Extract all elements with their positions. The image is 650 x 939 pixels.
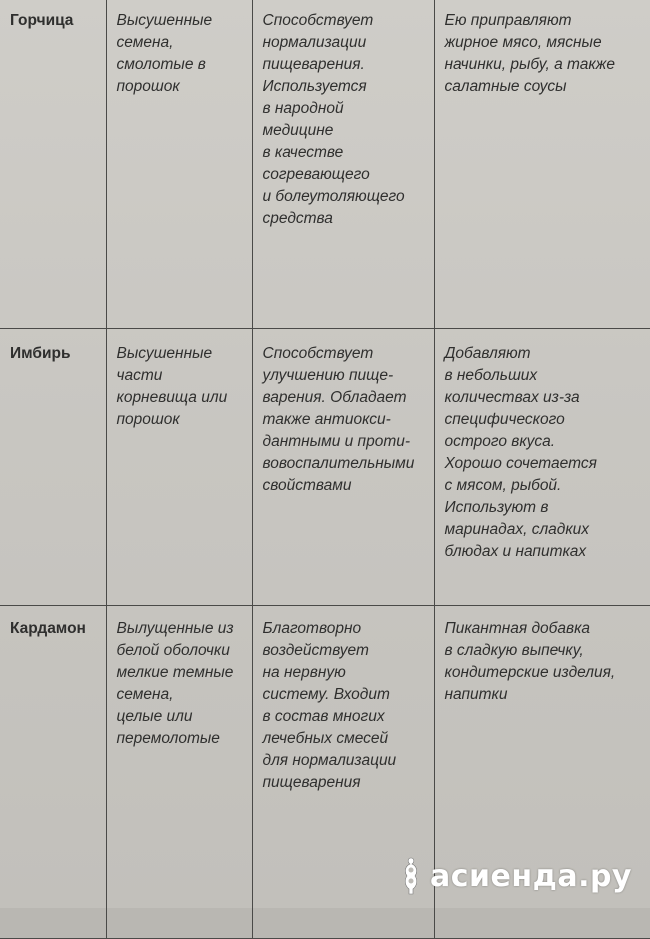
watermark-text: асиенда.ру xyxy=(429,858,632,894)
spice-form: Вылущенные из белой оболочки мелкие темные семена, целые или перемолотые xyxy=(106,606,252,939)
spice-name: Горчица xyxy=(0,0,106,329)
spice-usage: Ею приправляют жирное мясо, мясные начинки, рыбу, а также салатные соусы xyxy=(434,0,650,329)
spice-form: Высушенные части корневища или порошок xyxy=(106,329,252,606)
spice-benefit: Способствует нормализации пищеварения. Используется в народной медицине в качестве согревающего и болеутоляющего средства xyxy=(252,0,434,329)
watermark xyxy=(398,856,632,896)
pepper-logo-icon xyxy=(398,856,424,896)
spice-benefit: Благотворно воздействует на нервную систему. Входит в состав многих лечебных смесей для нормализации пищеварения xyxy=(252,606,434,939)
table-row xyxy=(0,0,650,329)
spice-name: Кардамон xyxy=(0,606,106,939)
table-row xyxy=(0,329,650,606)
spice-usage: Пикантная добавка в сладкую выпечку, кондитерские изделия, напитки xyxy=(434,606,650,939)
spice-usage: Добавляют в небольших количествах из-за специфического острого вкуса. Хорошо сочетается с мясом, рыбой. Используют в маринадах, сладких блюдах и напитках xyxy=(434,329,650,606)
spice-benefit: Способствует улучшению пище- варения. Обладает также антиокси- дантными и проти- вовоспалительными свойствами xyxy=(252,329,434,606)
spice-form: Высушенные семена, смолотые в порошок xyxy=(106,0,252,329)
spice-name: Имбирь xyxy=(0,329,106,606)
